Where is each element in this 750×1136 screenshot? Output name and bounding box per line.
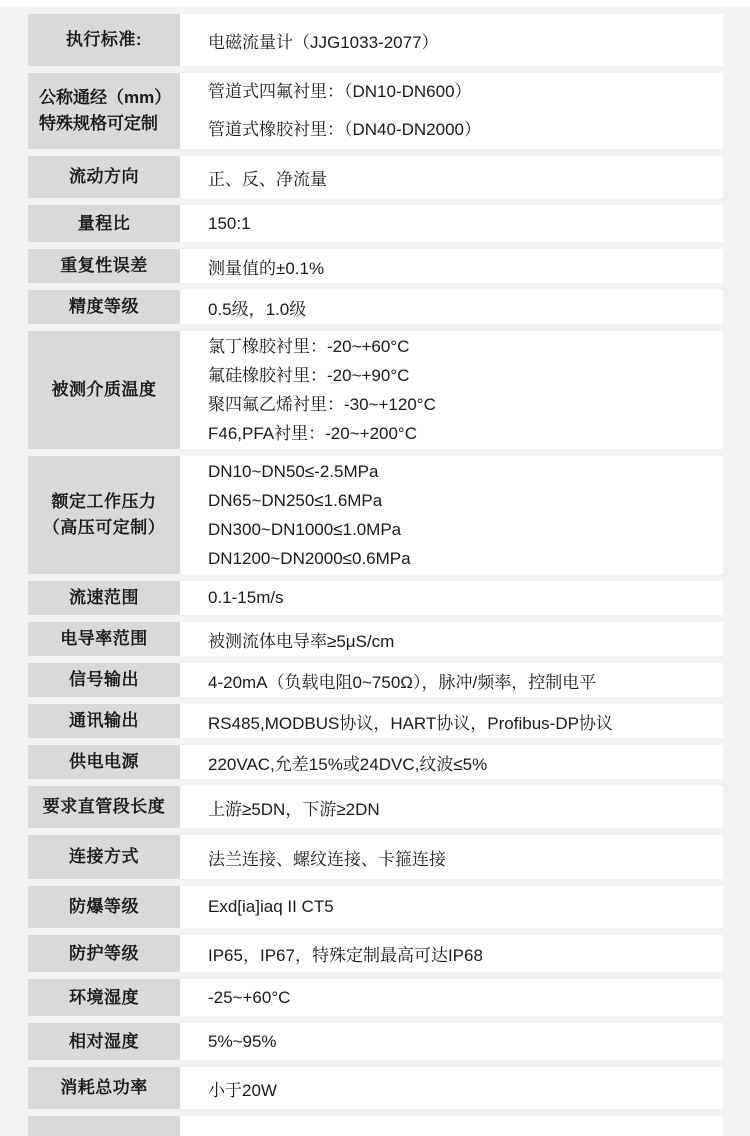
spec-label-line: 连接方式 xyxy=(69,847,139,866)
spec-value xyxy=(180,14,723,66)
spec-row-8 xyxy=(28,456,723,574)
spec-value xyxy=(180,1023,723,1060)
spec-value xyxy=(180,1067,723,1109)
spec-value xyxy=(180,745,723,779)
spec-row-7 xyxy=(28,331,723,449)
spec-value-line: DN65~DN250≤1.6MPa xyxy=(208,491,383,510)
spec-label-line: 流速范围 xyxy=(69,588,139,607)
spec-label xyxy=(28,622,180,656)
spec-value-line: 220VAC,允差15%或24DVC,纹波≤5% xyxy=(208,754,488,774)
spec-row-5 xyxy=(28,249,723,283)
spec-label-line: 特殊规格可定制 xyxy=(39,114,158,133)
spec-label-line: 要求直管段长度 xyxy=(42,797,166,816)
spec-table xyxy=(0,7,750,1136)
spec-row-3 xyxy=(28,156,723,198)
page-top-artifact xyxy=(0,0,750,7)
spec-value-line: DN10~DN50≤-2.5MPa xyxy=(208,462,379,481)
spec-row-2 xyxy=(28,73,723,149)
spec-label xyxy=(28,581,180,615)
partial-next-label xyxy=(28,1116,180,1136)
spec-label-line: 防护等级 xyxy=(69,943,139,963)
spec-label-line: 额定工作压力 xyxy=(51,492,157,511)
spec-value xyxy=(180,73,723,149)
spec-value-line: 上游≥5DN，下游≥2DN xyxy=(208,799,380,819)
spec-value xyxy=(180,704,723,738)
spec-row-15 xyxy=(28,835,723,879)
spec-label-line: 相对湿度 xyxy=(69,1031,139,1051)
spec-label-line: 重复性误差 xyxy=(60,256,148,275)
spec-row-1 xyxy=(28,14,723,66)
spec-value xyxy=(180,205,723,242)
spec-label xyxy=(28,1067,180,1109)
spec-value-line: 5%~95% xyxy=(208,1031,277,1051)
spec-label-line: 被测介质温度 xyxy=(51,380,157,399)
partial-next-value xyxy=(180,1116,723,1136)
spec-value-line: 氯丁橡胶衬里：-20~+60°C xyxy=(208,337,410,356)
spec-value xyxy=(180,786,723,828)
spec-value xyxy=(180,290,723,324)
spec-value-line: 被测流体电导率≥5μS/cm xyxy=(208,631,395,651)
spec-value-line: 小于20W xyxy=(208,1080,277,1100)
spec-label xyxy=(28,745,180,779)
spec-value xyxy=(180,935,723,972)
partial-next-row xyxy=(28,1116,723,1136)
spec-label-line: 消耗总功率 xyxy=(60,1078,148,1097)
spec-value-line: 管道式四氟衬里：（DN10-DN600） xyxy=(208,82,472,101)
spec-value-line: -25~+60°C xyxy=(208,987,291,1007)
spec-value-line: 0.5级，1.0级 xyxy=(208,299,307,319)
spec-label xyxy=(28,331,180,449)
spec-value-line: 150:1 xyxy=(208,213,251,233)
spec-value xyxy=(180,331,723,449)
spec-label-line: 通讯输出 xyxy=(69,711,139,730)
spec-label-line: 流动方向 xyxy=(69,167,139,186)
spec-label xyxy=(28,786,180,828)
spec-value xyxy=(180,249,723,283)
spec-value-line: Exd[ia]iaq II CT5 xyxy=(208,897,334,916)
spec-label xyxy=(28,249,180,283)
spec-value-line: 电磁流量计（JJG1033-2077） xyxy=(208,32,439,52)
spec-row-12 xyxy=(28,704,723,738)
spec-label-line: 供电电源 xyxy=(69,752,139,771)
spec-value xyxy=(180,456,723,574)
spec-value xyxy=(180,622,723,656)
spec-label xyxy=(28,935,180,972)
spec-row-10 xyxy=(28,622,723,656)
spec-label xyxy=(28,14,180,66)
spec-value-line: 氟硅橡胶衬里：-20~+90°C xyxy=(208,366,410,385)
spec-value-line: 0.1-15m/s xyxy=(208,588,284,607)
spec-value xyxy=(180,886,723,928)
spec-row-9 xyxy=(28,581,723,615)
spec-value-line: F46,PFA衬里：-20~+200°C xyxy=(208,424,418,443)
spec-row-19 xyxy=(28,1023,723,1060)
spec-label xyxy=(28,886,180,928)
spec-value-line: 管道式橡胶衬里：（DN40-DN2000） xyxy=(208,120,481,139)
spec-label-line: 防爆等级 xyxy=(69,897,139,916)
spec-label xyxy=(28,73,180,149)
spec-label xyxy=(28,979,180,1016)
spec-label-line: （高压可定制） xyxy=(42,518,166,537)
spec-row-18 xyxy=(28,979,723,1016)
spec-value-line: 法兰连接、螺纹连接、卡箍连接 xyxy=(208,849,446,869)
spec-label xyxy=(28,704,180,738)
spec-value xyxy=(180,156,723,198)
spec-label xyxy=(28,456,180,574)
spec-label-line: 量程比 xyxy=(77,213,131,233)
spec-label-line: 精度等级 xyxy=(69,297,139,316)
spec-value-line: DN1200~DN2000≤0.6MPa xyxy=(208,549,411,568)
spec-value-line: RS485,MODBUS协议，HART协议，Profibus-DP协议 xyxy=(208,713,613,733)
spec-row-20 xyxy=(28,1067,723,1109)
spec-label xyxy=(28,663,180,697)
spec-value-line: IP65，IP67，特殊定制最高可达IP68 xyxy=(208,946,483,965)
spec-row-16 xyxy=(28,886,723,928)
spec-label-line: 公称通经（mm） xyxy=(39,88,172,107)
spec-value xyxy=(180,581,723,615)
spec-row-4 xyxy=(28,205,723,242)
spec-value-line: 测量值的±0.1% xyxy=(208,258,325,278)
spec-label xyxy=(28,156,180,198)
spec-label-line: 电导率范围 xyxy=(60,629,148,648)
spec-label-line: 执行标准: xyxy=(65,30,143,49)
spec-row-13 xyxy=(28,745,723,779)
spec-row-6 xyxy=(28,290,723,324)
spec-value-line: DN300~DN1000≤1.0MPa xyxy=(208,520,402,539)
spec-label xyxy=(28,290,180,324)
spec-label xyxy=(28,1023,180,1060)
spec-row-14 xyxy=(28,786,723,828)
spec-value xyxy=(180,663,723,697)
spec-label xyxy=(28,835,180,879)
spec-label-line: 环境湿度 xyxy=(69,987,139,1007)
spec-row-11 xyxy=(28,663,723,697)
spec-value-line: 聚四氟乙烯衬里：-30~+120°C xyxy=(208,395,436,414)
spec-value xyxy=(180,979,723,1016)
spec-row-17 xyxy=(28,935,723,972)
spec-label xyxy=(28,205,180,242)
spec-value xyxy=(180,835,723,879)
spec-label-line: 信号输出 xyxy=(69,670,139,689)
spec-value-line: 4-20mA（负载电阻0~750Ω），脉冲/频率，控制电平 xyxy=(208,672,597,692)
spec-value-line: 正、反、净流量 xyxy=(208,169,327,189)
